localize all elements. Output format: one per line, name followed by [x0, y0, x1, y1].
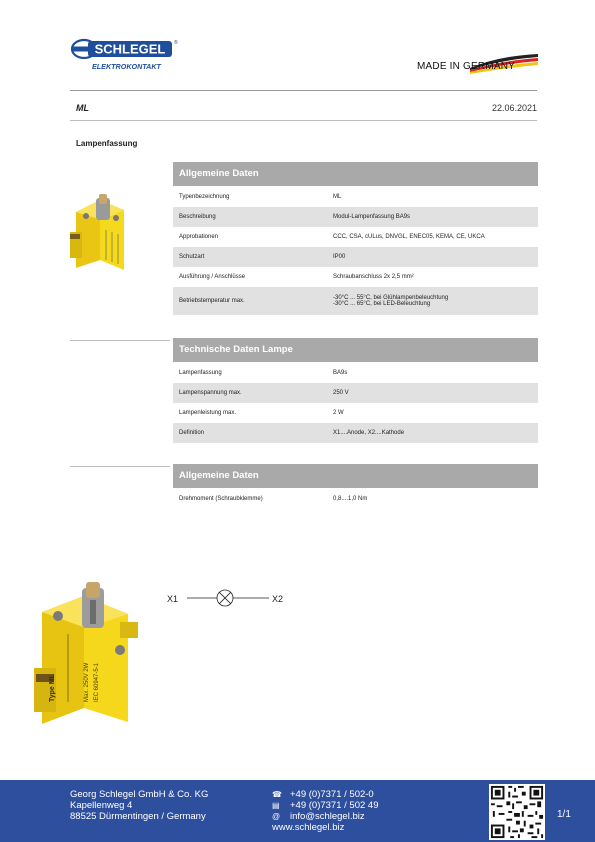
table-row — [173, 362, 538, 383]
row-value: 250 V — [333, 390, 349, 396]
row-value: BA9s — [333, 369, 348, 376]
row-value: Schraubanschluss 2x 2,5 mm² — [333, 274, 414, 280]
row-label: Approbationen — [179, 234, 219, 240]
product-mark-type: Type ML — [49, 674, 56, 702]
row-value — [333, 295, 538, 307]
row-value: ML — [333, 193, 342, 200]
schlegel-logo — [70, 38, 178, 72]
footer-contact-block — [272, 789, 378, 833]
section-divider — [70, 466, 170, 467]
table-row — [173, 287, 538, 315]
row-value: CCC, CSA, cULus, DNVGL, ENEC05, KEMA, CE, UKCA — [333, 234, 485, 240]
terminal-x2-label: X2 — [272, 594, 284, 604]
table-row — [173, 247, 538, 267]
row-value-line: -30°C ... 55°C, bei Glühlampenbeleuchtung — [333, 295, 449, 301]
phone-number[interactable]: +49 (0)7371 / 502-0 — [290, 789, 374, 800]
product-image-large — [28, 582, 146, 727]
section-title: Allgemeine Daten — [173, 464, 538, 488]
table-row — [173, 186, 538, 207]
page-number: 1/1 — [557, 809, 571, 820]
svg-text:®: ® — [174, 40, 178, 46]
row-label: Lampenspannung max. — [179, 390, 242, 396]
title-divider — [70, 120, 537, 121]
table-row — [173, 227, 538, 247]
row-value: 0,8....1,0 Nm — [333, 495, 368, 502]
fax-number: +49 (0)7371 / 502 49 — [290, 800, 379, 811]
table-row — [173, 207, 538, 227]
footer-company-block — [70, 789, 208, 822]
row-label: Lampenleistung max. — [179, 410, 237, 416]
row-label: Betriebstemperatur max. — [179, 298, 245, 304]
company-name: Georg Schlegel GmbH & Co. KG — [70, 789, 209, 800]
row-label: Lampenfassung — [179, 369, 222, 376]
fax-icon: ▤ — [272, 801, 280, 810]
document-date: 22.06.2021 — [491, 103, 537, 113]
table-row — [173, 383, 538, 403]
row-value: 2 W — [333, 410, 344, 416]
section-title: Allgemeine Daten — [173, 162, 538, 186]
company-street: Kapellenweg 4 — [70, 800, 133, 811]
row-value: X1....Anode, X2....Kathode — [333, 430, 405, 436]
section-general-data-2 — [173, 464, 538, 509]
qr-code-icon[interactable] — [489, 784, 545, 840]
table-row — [173, 403, 538, 423]
table-row — [173, 488, 538, 509]
made-in-label: MADE IN GERMANY — [417, 61, 516, 72]
phone-icon: ☎ — [272, 790, 282, 799]
product-mark-rating: Max. 250V 2W — [84, 662, 90, 702]
terminal-x1-label: X1 — [167, 594, 179, 604]
row-label: Definition — [179, 430, 205, 436]
header-divider — [70, 90, 537, 91]
section-technical-data-lamp — [173, 338, 538, 443]
row-value-line: -30°C ... 65°C, bei LED-Beleuchtung — [333, 301, 431, 307]
section-divider — [70, 340, 170, 341]
company-city: 88525 Dürmentingen / Germany — [70, 811, 206, 822]
section-title: Technische Daten Lampe — [173, 338, 538, 362]
table-row — [173, 423, 538, 443]
row-value: Modul-Lampenfassung BA9s — [333, 214, 411, 220]
row-label: Drehmoment (Schraubklemme) — [179, 495, 263, 502]
email-link[interactable]: info@schlegel.biz — [290, 811, 365, 822]
row-label: Schutzart — [179, 254, 205, 260]
product-mark-standard: IEC 60947-5-1 — [94, 662, 100, 702]
table-row — [173, 267, 538, 287]
lamp-schematic — [165, 586, 290, 610]
brand-name: SCHLEGEL — [94, 41, 166, 57]
row-label: Typenbezeichnung — [179, 193, 230, 200]
email-icon: @ — [272, 812, 281, 821]
row-label: Ausführung / Anschlüsse — [179, 274, 246, 280]
website-link[interactable]: www.schlegel.biz — [272, 822, 345, 833]
brand-subtitle: ELEKTROKONTAKT — [92, 62, 161, 71]
product-image-small — [66, 190, 150, 272]
product-code: ML — [76, 103, 89, 113]
section-general-data-1 — [173, 162, 538, 315]
product-name: Lampenfassung — [76, 139, 138, 148]
row-value: IP00 — [333, 254, 346, 260]
row-label: Beschreibung — [179, 214, 216, 220]
